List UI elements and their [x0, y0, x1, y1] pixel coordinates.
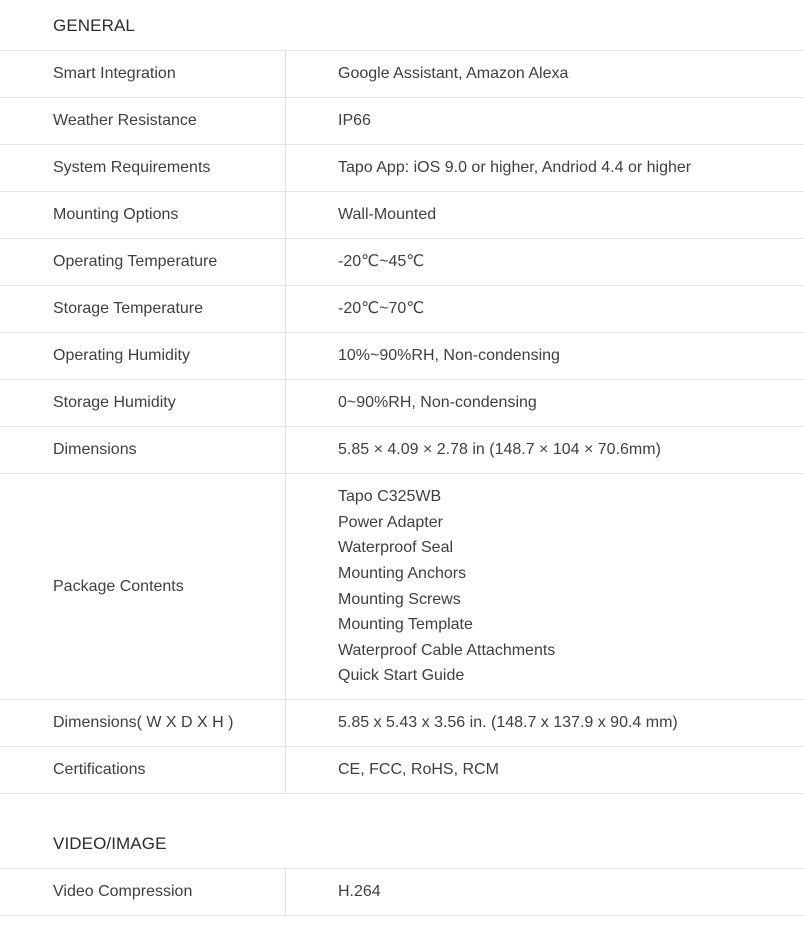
spec-label: Dimensions( W X D X H ): [0, 700, 286, 746]
spec-label: Video Compression: [0, 869, 286, 915]
spec-value-line: 5.85 × 4.09 × 2.78 in (148.7 × 104 × 70.6mm): [338, 441, 661, 459]
spec-row-mounting-options: [0, 192, 804, 239]
spec-label: Storage Temperature: [0, 286, 286, 332]
spec-value: [286, 427, 804, 473]
spec-value-line: Google Assistant, Amazon Alexa: [338, 65, 569, 83]
spec-label: Operating Humidity: [0, 333, 286, 379]
spec-row-video-compression: [0, 868, 804, 916]
spec-value-line: CE, FCC, RoHS, RCM: [338, 761, 499, 779]
spec-row-storage-humidity: [0, 380, 804, 427]
spec-value-line: -20℃~45℃: [338, 253, 425, 271]
spec-label: Weather Resistance: [0, 98, 286, 144]
spec-value: [286, 98, 804, 144]
spec-row-certifications: [0, 747, 804, 794]
spec-value: [286, 192, 804, 238]
package-item: Waterproof Cable Attachments: [338, 641, 556, 659]
section-video-image-title: VIDEO/IMAGE: [53, 834, 167, 853]
spec-row-dimensions-wdh: [0, 700, 804, 747]
spec-label: Certifications: [0, 747, 286, 793]
spec-value: [286, 700, 804, 746]
spec-value: [286, 333, 804, 379]
spec-value-line: IP66: [338, 112, 371, 130]
spec-table-video-image: [0, 868, 804, 916]
spec-label: Mounting Options: [0, 192, 286, 238]
spec-row-storage-temperature: [0, 286, 804, 333]
package-item: Quick Start Guide: [338, 667, 465, 685]
spec-value-line: Tapo App: iOS 9.0 or higher, Andriod 4.4 or higher: [338, 159, 692, 177]
spec-label: Storage Humidity: [0, 380, 286, 426]
spec-value: [286, 747, 804, 793]
spec-value-line: 0~90%RH, Non-condensing: [338, 394, 537, 412]
spec-value: [286, 51, 804, 97]
package-item: Waterproof Seal: [338, 539, 454, 557]
spec-row-smart-integration: [0, 50, 804, 98]
spec-value: [286, 380, 804, 426]
spec-label: Smart Integration: [0, 51, 286, 97]
spec-value: [286, 239, 804, 285]
package-item: Tapo C325WB: [338, 488, 442, 506]
spec-row-operating-humidity: [0, 333, 804, 380]
spec-row-dimensions: [0, 427, 804, 474]
package-item: Mounting Anchors: [338, 564, 467, 582]
package-item: Mounting Screws: [338, 590, 461, 608]
spec-row-operating-temperature: [0, 239, 804, 286]
spec-label: System Requirements: [0, 145, 286, 191]
spec-value-line: 5.85 x 5.43 x 3.56 in. (148.7 x 137.9 x 90.4 mm): [338, 714, 678, 732]
spec-value-line: -20℃~70℃: [338, 300, 425, 318]
spec-value: [286, 869, 804, 915]
spec-value: [286, 474, 804, 699]
spec-value-line: H.264: [338, 883, 381, 901]
spec-label: Dimensions: [0, 427, 286, 473]
spec-label: Package Contents: [0, 474, 286, 699]
spec-value: [286, 145, 804, 191]
spec-label: Operating Temperature: [0, 239, 286, 285]
spec-row-weather-resistance: [0, 98, 804, 145]
spec-value: [286, 286, 804, 332]
spec-value-line: Wall-Mounted: [338, 206, 437, 224]
package-item: Power Adapter: [338, 513, 443, 531]
spec-value-line: 10%~90%RH, Non-condensing: [338, 347, 560, 365]
section-general-title: GENERAL: [53, 16, 135, 35]
package-item: Mounting Template: [338, 616, 473, 634]
spec-table-general: [0, 50, 804, 794]
spec-row-package-contents: [0, 474, 804, 700]
spec-row-system-requirements: [0, 145, 804, 192]
